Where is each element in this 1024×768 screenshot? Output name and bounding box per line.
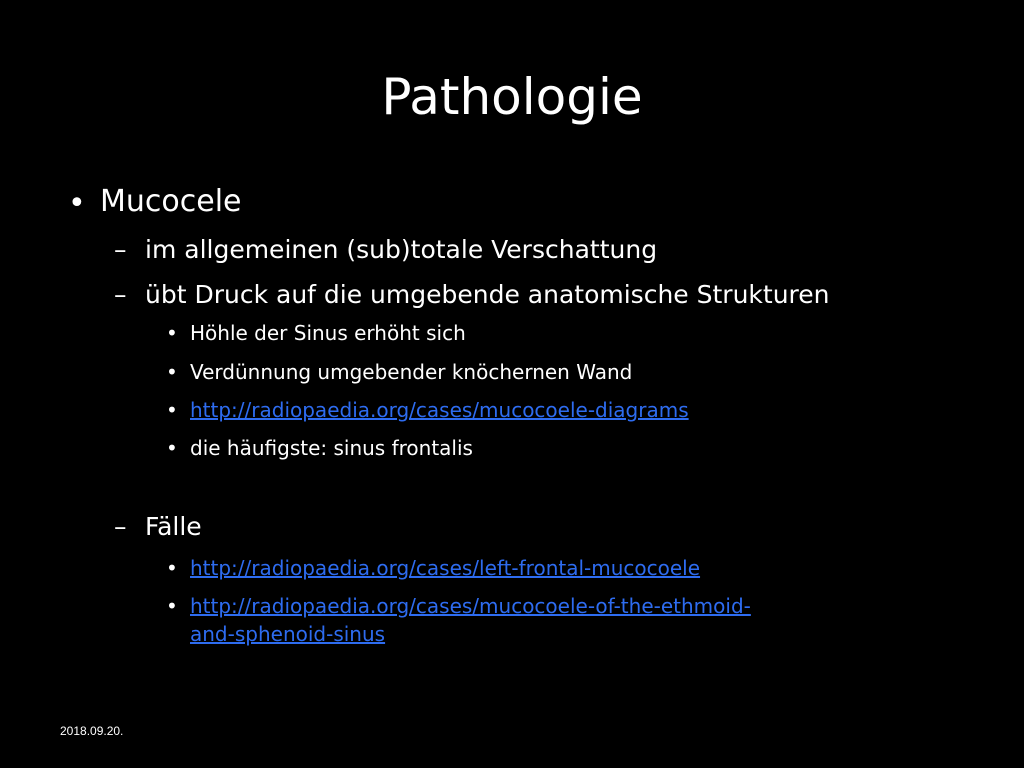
detail-hoehle: Höhle der Sinus erhöht sich [190, 321, 466, 345]
link-left-frontal-mucocoele[interactable]: http://radiopaedia.org/cases/left-frontal-mucocoele [190, 556, 701, 580]
dash-icon: – [114, 235, 127, 264]
small-bullet-icon: • [166, 360, 178, 384]
link-mucocoele-diagrams[interactable]: http://radiopaedia.org/cases/mucocoele-diagrams [190, 398, 689, 422]
subitem-druck: übt Druck auf die umgebende anatomische Strukturen [145, 280, 830, 309]
bullet-icon: • [68, 186, 86, 221]
small-bullet-icon: • [166, 594, 178, 618]
dash-icon: – [114, 280, 127, 309]
small-bullet-icon: • [166, 556, 178, 580]
detail-verduennung: Verdünnung umgebender knöchernen Wand [190, 360, 633, 384]
small-bullet-icon: • [166, 436, 178, 460]
subitem-faelle: Fälle [145, 512, 202, 541]
subitem-verschattung: im allgemeinen (sub)totale Verschattung [145, 235, 658, 264]
link-ethmoid-sphenoid-line1[interactable]: http://radiopaedia.org/cases/mucocoele-of-the-ethmoid- [190, 594, 751, 618]
small-bullet-icon: • [166, 321, 178, 345]
link-ethmoid-sphenoid-line2[interactable]: and-sphenoid-sinus [190, 622, 386, 646]
slide-title: Pathologie [381, 68, 643, 126]
small-bullet-icon: • [166, 398, 178, 422]
slide-date: 2018.09.20. [60, 724, 124, 738]
detail-haeufigste: die häufigste: sinus frontalis [190, 436, 473, 460]
dash-icon: – [114, 512, 127, 541]
item-mucocele: Mucocele [100, 184, 242, 219]
